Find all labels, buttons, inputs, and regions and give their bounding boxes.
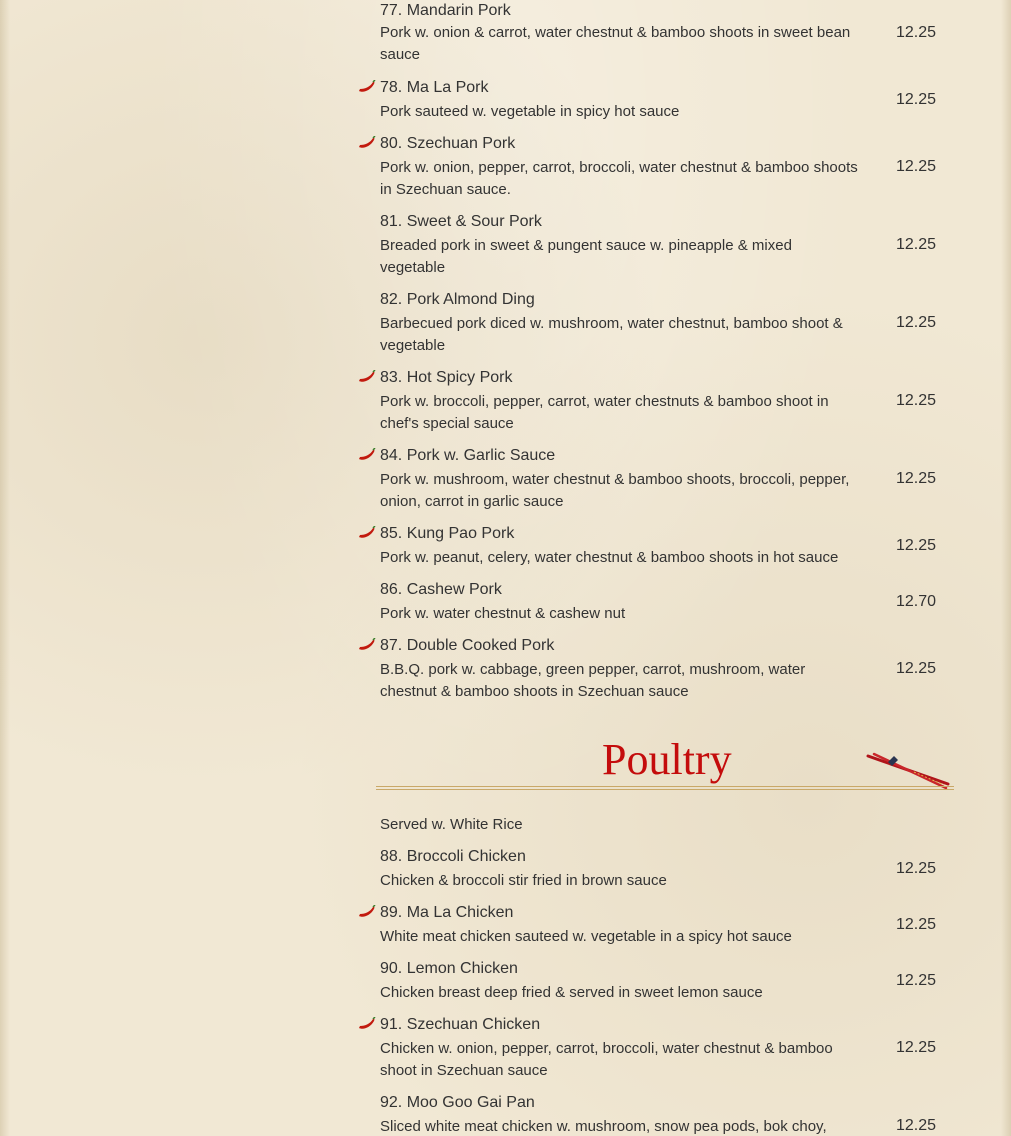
item-name: 86. Cashew Pork xyxy=(380,581,502,598)
item-price: 12.25 xyxy=(896,1117,937,1134)
item-description: Chicken & broccoli stir fried in brown sauce xyxy=(380,872,667,889)
item-price: 12.25 xyxy=(896,158,937,175)
item-description: Sliced white meat chicken w. mushroom, snow pea pods, bok choy, xyxy=(380,1118,827,1135)
section-divider xyxy=(376,786,954,790)
item-price: 12.25 xyxy=(896,660,937,677)
item-price: 12.25 xyxy=(896,972,937,989)
item-name: 78. Ma La Pork xyxy=(380,79,489,96)
item-name: 88. Broccoli Chicken xyxy=(380,848,526,865)
item-description: Barbecued pork diced w. mushroom, water chestnut, bamboo shoot & vegetable xyxy=(380,315,843,354)
red-chili-pepper-icon xyxy=(358,526,376,540)
red-chili-pepper-icon xyxy=(358,448,376,462)
item-price: 12.25 xyxy=(896,470,937,487)
item-price: 12.25 xyxy=(896,860,937,877)
item-description: Chicken w. onion, pepper, carrot, broccoli, water chestnut & bamboo shoot in Szechuan sauce xyxy=(380,1040,833,1079)
red-chili-pepper-icon xyxy=(358,370,376,384)
item-name: 85. Kung Pao Pork xyxy=(380,525,515,542)
item-description: Pork w. onion, pepper, carrot, broccoli, water chestnut & bamboo shoots in Szechuan sauce. xyxy=(380,159,858,198)
item-price: 12.25 xyxy=(896,314,937,331)
item-description: Chicken breast deep fried & served in sweet lemon sauce xyxy=(380,984,763,1001)
red-chili-pepper-icon xyxy=(358,80,376,94)
red-chili-pepper-icon xyxy=(358,1017,376,1031)
item-name: 89. Ma La Chicken xyxy=(380,904,514,921)
item-price: 12.25 xyxy=(896,392,937,409)
item-name: 87. Double Cooked Pork xyxy=(380,637,555,654)
item-price: 12.25 xyxy=(896,24,937,41)
red-chili-pepper-icon xyxy=(358,905,376,919)
item-name: 92. Moo Goo Gai Pan xyxy=(380,1094,535,1111)
item-price: 12.25 xyxy=(896,1039,937,1056)
red-chili-pepper-icon xyxy=(358,638,376,652)
item-description: B.B.Q. pork w. cabbage, green pepper, carrot, mushroom, water chestnut & bamboo shoots in Szechuan sauce xyxy=(380,661,806,700)
item-description: Breaded pork in sweet & pungent sauce w. pineapple & mixed vegetable xyxy=(380,237,792,276)
item-price: 12.25 xyxy=(896,236,937,253)
item-description: Pork w. peanut, celery, water chestnut & bamboo shoots in hot sauce xyxy=(380,549,839,566)
red-chili-pepper-icon xyxy=(358,136,376,150)
item-name: 80. Szechuan Pork xyxy=(380,135,516,152)
item-price: 12.25 xyxy=(896,537,937,554)
section-title-poultry: Poultry xyxy=(602,735,732,784)
item-name: 77. Mandarin Pork xyxy=(380,2,511,19)
item-description: Pork w. broccoli, pepper, carrot, water chestnuts & bamboo shoot in chef's special sauce xyxy=(380,393,829,432)
item-description: Pork w. onion & carrot, water chestnut & bamboo shoots in sweet bean sauce xyxy=(380,24,851,63)
item-name: 81. Sweet & Sour Pork xyxy=(380,213,542,230)
section-note: Served w. White Rice xyxy=(380,816,523,833)
item-price: 12.25 xyxy=(896,916,937,933)
item-name: 84. Pork w. Garlic Sauce xyxy=(380,447,556,464)
item-name: 82. Pork Almond Ding xyxy=(380,291,535,308)
page-edge-left xyxy=(0,0,10,1136)
item-description: White meat chicken sauteed w. vegetable in a spicy hot sauce xyxy=(380,928,792,945)
item-name: 91. Szechuan Chicken xyxy=(380,1016,541,1033)
item-description: Pork w. water chestnut & cashew nut xyxy=(380,605,626,622)
item-description: Pork w. mushroom, water chestnut & bamboo shoots, broccoli, pepper, onion, carrot in garlic sauce xyxy=(380,471,850,510)
item-price: 12.25 xyxy=(896,91,937,108)
item-price: 12.70 xyxy=(896,593,937,610)
item-name: 90. Lemon Chicken xyxy=(380,960,518,977)
item-description: Pork sauteed w. vegetable in spicy hot sauce xyxy=(380,103,680,120)
page-edge-right xyxy=(1001,0,1011,1136)
item-name: 83. Hot Spicy Pork xyxy=(380,369,513,386)
